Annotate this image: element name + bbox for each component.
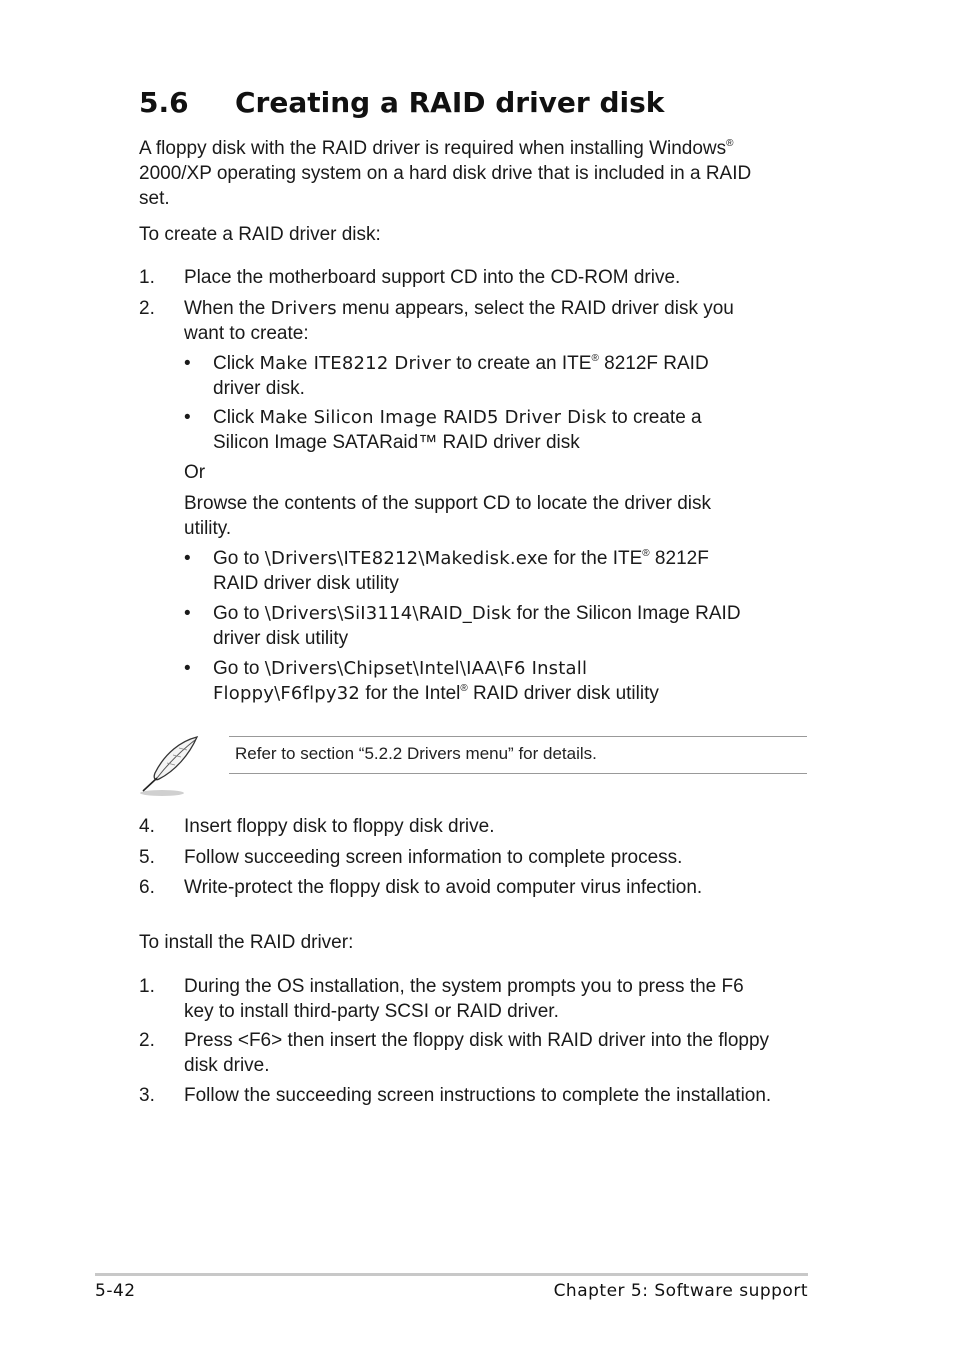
bullet-text <box>213 656 813 706</box>
drivers-menu-label: Drivers <box>270 298 337 319</box>
footer-divider <box>95 1273 808 1276</box>
step-number: 2. <box>139 298 155 319</box>
text-run: to create an ITE <box>451 353 592 374</box>
step-number: 1. <box>139 976 155 997</box>
step-number: 5. <box>139 847 155 868</box>
bullet-intel-path <box>184 656 824 706</box>
intro-paragraph <box>139 136 819 211</box>
ite8212-path: \Drivers\ITE8212\Makedisk.exe <box>264 548 549 569</box>
text-run: key to install third-party SCSI or RAID driver. <box>184 1001 559 1022</box>
text-run: Click <box>213 353 260 374</box>
text-run: want to create: <box>184 323 309 344</box>
intro-line-1: A floppy disk with the RAID driver is required when installing Windows <box>139 138 727 159</box>
sil3114-path: \Drivers\SiI3114\RAID_Disk <box>264 603 512 624</box>
step-text <box>184 1028 824 1078</box>
text-run: driver disk. <box>213 378 305 399</box>
bullet-dot: • <box>184 658 191 679</box>
step-1 <box>139 265 819 290</box>
step-text: Insert floppy disk to floppy disk drive. <box>184 816 495 837</box>
bullet-make-ite8212 <box>184 351 824 401</box>
step-text: Follow succeeding screen information to complete process. <box>184 847 683 868</box>
make-ite8212-driver-label: Make ITE8212 Driver <box>259 353 451 374</box>
text-run: Go to <box>213 603 265 624</box>
bullet-dot: • <box>184 548 191 569</box>
step-6 <box>139 875 819 900</box>
step-text: Follow the succeeding screen instructions to complete the installation. <box>184 1085 772 1106</box>
text-run: Silicon Image SATARaid™ RAID driver disk <box>213 432 580 453</box>
step-text <box>184 974 824 1024</box>
chapter-label: Chapter 5: Software support <box>553 1281 808 1301</box>
make-silicon-image-driver-label: Make Silicon Image RAID5 Driver Disk <box>259 407 607 428</box>
text-run: menu appears, select the RAID driver disk you <box>336 298 734 319</box>
install-step-2 <box>139 1028 819 1078</box>
step-5 <box>139 845 819 870</box>
text-run: disk drive. <box>184 1055 270 1076</box>
intel-path-continued: Floppy\F6flpy32 <box>213 683 361 704</box>
text-run: driver disk utility <box>213 628 349 649</box>
step-text <box>184 296 824 346</box>
text-run: Go to <box>213 548 265 569</box>
browse-line-1: Browse the contents of the support CD to locate the driver disk <box>184 493 711 514</box>
install-step-1 <box>139 974 819 1024</box>
step-number: 2. <box>139 1030 155 1051</box>
bullet-sil3114-path <box>184 601 824 651</box>
text-run: Go to <box>213 658 265 679</box>
text-run: for the Silicon Image RAID <box>511 603 741 624</box>
bullet-dot: • <box>184 353 191 374</box>
step-2 <box>139 296 819 346</box>
registered-mark: ® <box>591 353 599 364</box>
intro-line-2: 2000/XP operating system on a hard disk drive that is included in a RAID <box>139 163 752 184</box>
note-box <box>229 736 807 774</box>
section-heading <box>139 86 664 119</box>
registered-mark: ® <box>726 138 734 149</box>
or-text: Or <box>184 462 206 483</box>
step-number: 4. <box>139 816 155 837</box>
intel-path: \Drivers\Chipset\Intel\IAA\F6 Install <box>264 658 588 679</box>
step-number: 3. <box>139 1085 155 1106</box>
text-run: Click <box>213 407 260 428</box>
section-number: 5.6 <box>139 86 189 119</box>
registered-mark: ® <box>460 683 468 694</box>
text-run: When the <box>184 298 271 319</box>
bullet-text <box>213 546 813 596</box>
install-step-3 <box>139 1083 819 1108</box>
step-4 <box>139 814 819 839</box>
install-lead: To install the RAID driver: <box>139 932 354 953</box>
section-title: Creating a RAID driver disk <box>235 86 665 119</box>
bullet-text <box>213 351 813 401</box>
text-run: RAID driver disk utility <box>467 683 659 704</box>
bullet-dot: • <box>184 603 191 624</box>
bullet-make-silicon-image <box>184 405 824 455</box>
note-text: Refer to section “5.2.2 Drivers menu” for details. <box>235 744 597 763</box>
step-text: Write-protect the floppy disk to avoid computer virus infection. <box>184 877 703 898</box>
step-text: Place the motherboard support CD into the CD-ROM drive. <box>184 267 681 288</box>
text-run: for the ITE <box>548 548 643 569</box>
browse-line-2: utility. <box>184 518 232 539</box>
page-number: 5-42 <box>95 1281 136 1301</box>
bullet-ite8212-path <box>184 546 824 596</box>
text-run: 8212F RAID <box>598 353 709 374</box>
step-number: 6. <box>139 877 155 898</box>
text-run: Press <F6> then insert the floppy disk with RAID driver into the floppy <box>184 1030 770 1051</box>
text-run: 8212F <box>649 548 709 569</box>
registered-mark: ® <box>642 548 650 559</box>
text-run: to create a <box>606 407 702 428</box>
bullet-text <box>213 601 813 651</box>
step-number: 1. <box>139 267 155 288</box>
text-run: for the Intel <box>360 683 461 704</box>
bullet-text <box>213 405 813 455</box>
text-run: RAID driver disk utility <box>213 573 399 594</box>
text-run: During the OS installation, the system prompts you to press the F6 <box>184 976 744 997</box>
intro-line-3: set. <box>139 188 170 209</box>
browse-paragraph <box>184 491 824 541</box>
feather-pen-icon <box>137 733 203 799</box>
create-lead: To create a RAID driver disk: <box>139 224 381 245</box>
bullet-dot: • <box>184 407 191 428</box>
